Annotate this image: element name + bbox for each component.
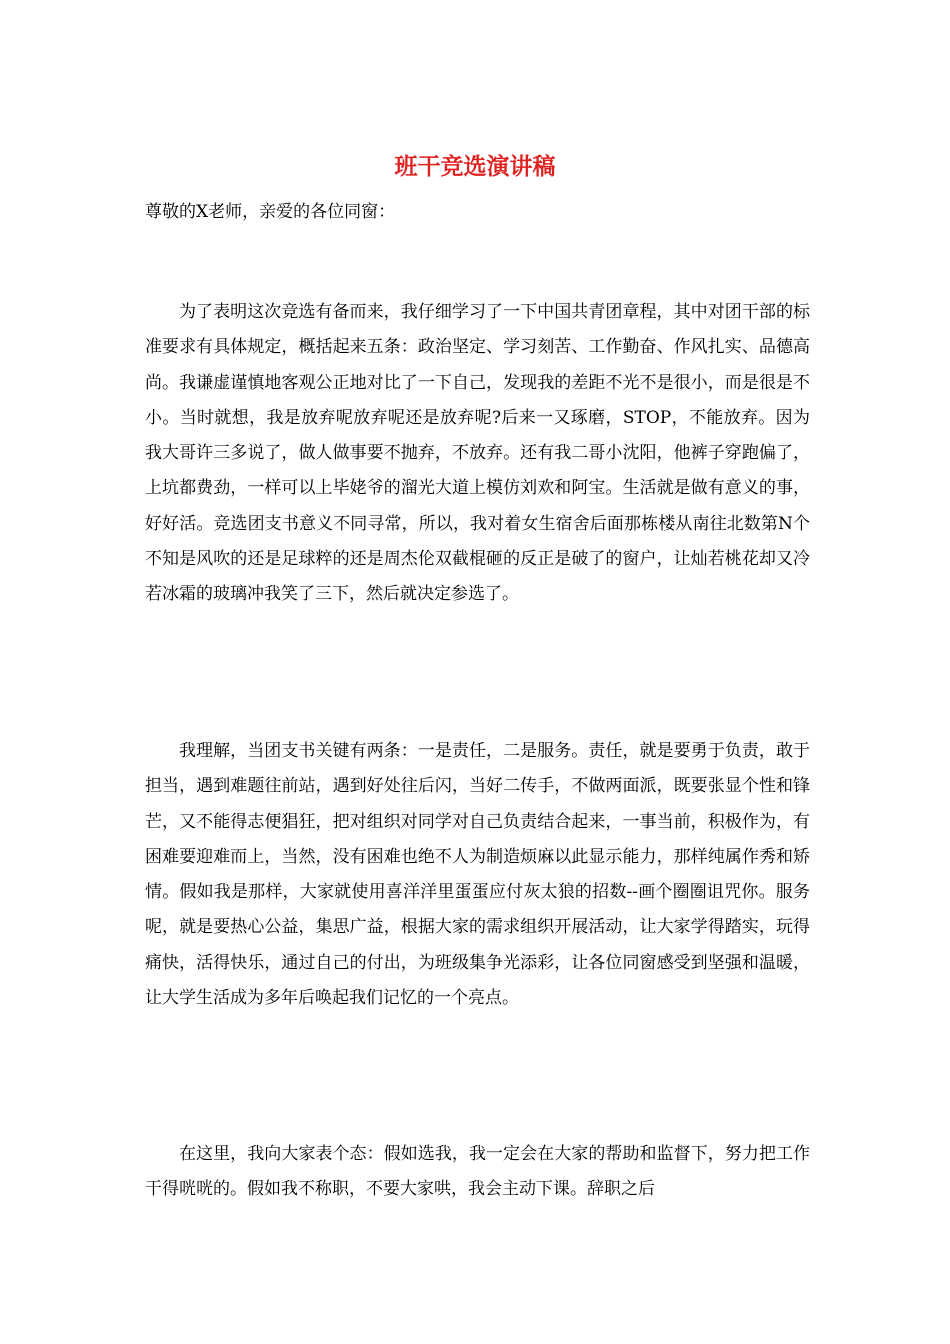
paragraph-3: 在这里，我向大家表个态：假如选我，我一定会在大家的帮助和监督下，努力把工作干得咣咣的。假如我不称职，不要大家哄，我会主动下课。辞职之后 (145, 1144, 810, 1200)
paragraph-2: 我理解，当团支书关键有两条：一是责任，二是服务。责任，就是要勇于负责，敢于担当，遇到难题往前站，遇到好处往后闪，当好二传手，不做两面派，既要张显个性和锋芒，又不能得志便猖狂，把对组织对同学对自己负责结合起来，一事当前，积极作为，有困难要迎难而上，当然，没有困难也绝不人为制造烦麻以此显示能力，那样纯属作秀和矫情。假如我是那样，大家就使用喜洋洋里蛋蛋应付灰太狼的招数--画个圈圈诅咒你。服务呢，就是要热心公益，集思广益，根据大家的需求组织开展活动，让大家学得踏实，玩得痛快，活得快乐，通过自己的付出，为班级集争光添彩，让各位同窗感受到坚强和温暖，让大学生活成为多年后唤起我们记忆的一个亮点。 (145, 741, 810, 1009)
document-title: 班干竞选演讲稿 (394, 153, 556, 180)
paragraph-1: 为了表明这次竞选有备而来，我仔细学习了一下中国共青团章程，其中对团干部的标准要求有具体规定，概括起来五条：政治坚定、学习刻苦、工作勤奋、作风扎实、品德高尚。我谦虚谨慎地客观公正地对比了一下自己，发现我的差距不光不是很小，而是很是不小。当时就想，我是放弃呢放弃呢还是放弃呢?后来一又琢磨，STOP，不能放弃。因为我大哥许三多说了，做人做事要不抛弃，不放弃。还有我二哥小沈阳，他裤子穿跑偏了，上坑都费劲，一样可以上毕姥爷的溜光大道上模仿刘欢和阿宝。生活就是做有意义的事，好好活。竞选团支书意义不同寻常，所以，我对着女生宿舍后面那栋楼从南往北数第N个不知是风吹的还是足球粹的还是周杰伦双截棍砸的反正是破了的窗户，让灿若桃花却又冷若冰霜的玻璃冲我笑了三下，然后就决定参选了。 (145, 302, 810, 605)
salutation: 尊敬的X老师，亲爱的各位同窗： (145, 202, 396, 222)
